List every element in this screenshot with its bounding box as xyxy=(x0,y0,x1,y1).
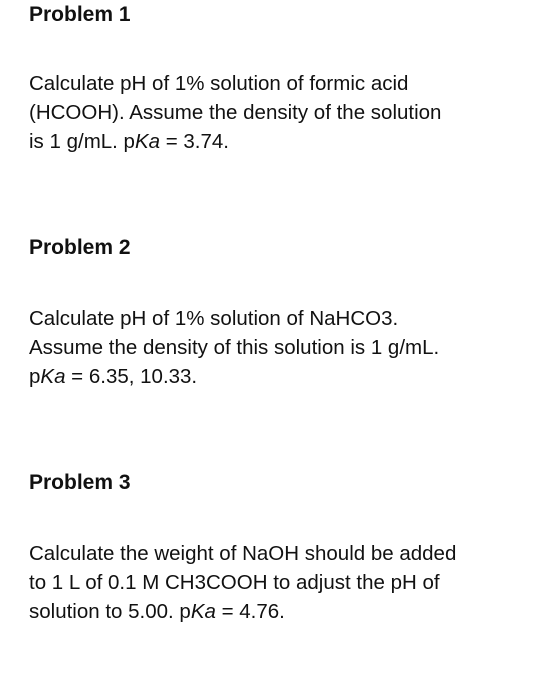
problem-2-line-3-tail: = 6.35, 10.33. xyxy=(65,365,198,388)
problem-3-line-3 xyxy=(29,597,529,626)
problem-1-line-1: Calculate pH of 1% solution of formic acid xyxy=(29,72,409,95)
problem-2-title: Problem 2 xyxy=(29,236,131,259)
problem-3-line-2: to 1 L of 0.1 M CH3COOH to adjust the pH of xyxy=(29,571,440,594)
problem-2-line-3-lead: p xyxy=(29,365,41,388)
problem-1-line-3 xyxy=(29,127,529,156)
problem-1-line-3-lead: is 1 g/mL. p xyxy=(29,130,135,153)
problem-2-line-2: Assume the density of this solution is 1 g/mL. xyxy=(29,336,440,359)
problem-3-line-3-tail: = 4.76. xyxy=(215,600,285,623)
problem-3-line-3-lead: solution to 5.00. p xyxy=(29,600,191,623)
problem-2-ka-symbol: Ka xyxy=(40,365,66,388)
problem-2-line-3 xyxy=(29,362,529,391)
problem-1-ka-symbol: Ka xyxy=(134,130,161,153)
problem-1-text xyxy=(29,69,529,156)
problem-1-line-2: (HCOOH). Assume the density of the solution xyxy=(29,101,442,124)
problem-3-line-1: Calculate the weight of NaOH should be added xyxy=(29,542,457,565)
problem-1-line-3-tail: = 3.74. xyxy=(160,130,230,153)
problem-3-ka-symbol: Ka xyxy=(190,600,216,623)
problem-3-title: Problem 3 xyxy=(29,471,131,494)
problem-2-text xyxy=(29,304,529,391)
problem-2-line-1: Calculate pH of 1% solution of NaHCO3. xyxy=(29,307,399,330)
problem-3-text xyxy=(29,539,529,626)
problem-1-title: Problem 1 xyxy=(29,3,131,26)
